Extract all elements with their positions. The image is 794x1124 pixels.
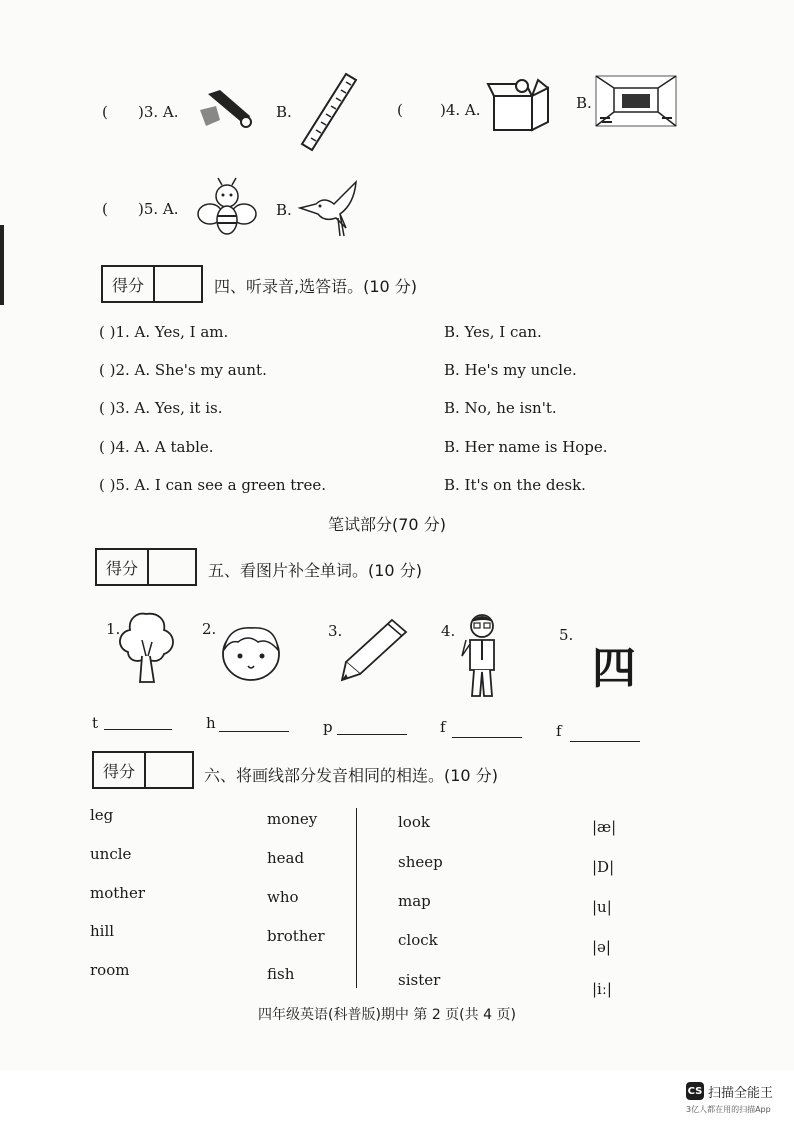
teacher-picture <box>460 610 502 698</box>
scanner-app-tagline: 3亿人都在用的扫描App <box>686 1105 771 1114</box>
score-label: 得分 <box>103 267 155 301</box>
q4-paren-open: ( <box>397 101 403 119</box>
col1-word-3[interactable]: mother <box>90 884 145 902</box>
s5-letter-1: t <box>92 714 99 732</box>
s4-q1-b: B. Yes, I can. <box>444 323 542 341</box>
section5-title: 五、看图片补全单词。(10 分) <box>208 561 422 580</box>
s5-letter-4: f <box>440 718 446 736</box>
col1-word-4[interactable]: hill <box>90 922 115 940</box>
score-blank[interactable] <box>146 753 192 787</box>
head-picture <box>218 620 284 682</box>
s5-blank-1[interactable] <box>104 729 172 730</box>
s5-blank-3[interactable] <box>337 734 407 735</box>
s4-q5-a: ( )5. A. I can see a green tree. <box>99 476 326 494</box>
col3-word-4[interactable]: clock <box>398 931 438 949</box>
s4-q3-b: B. No, he isn't. <box>444 399 557 417</box>
col3-word-2[interactable]: sheep <box>398 853 443 871</box>
scan-edge-mark <box>0 225 4 305</box>
q5-paren-open: ( <box>102 200 108 218</box>
s5-blank-4[interactable] <box>452 737 522 738</box>
col2-word-3[interactable]: who <box>267 888 299 906</box>
col4-sound-5[interactable]: |iː| <box>592 980 612 998</box>
s5-letter-2: h <box>206 714 216 732</box>
col1-word-5[interactable]: room <box>90 961 130 979</box>
score-blank[interactable] <box>155 267 201 301</box>
ruler-picture <box>300 72 360 152</box>
s5-blank-5[interactable] <box>570 741 640 742</box>
s5-letter-5: f <box>556 722 562 740</box>
four-character-picture: 四 <box>592 643 636 694</box>
section4-title: 四、听录音,选答语。(10 分) <box>214 277 418 296</box>
s4-q3-a: ( )3. A. Yes, it is. <box>99 399 223 417</box>
col4-sound-1[interactable]: |æ| <box>592 818 617 836</box>
section6-score-box <box>92 751 194 789</box>
q5-option-b: B. <box>276 201 292 219</box>
s4-q4-a: ( )4. A. A table. <box>99 438 214 456</box>
score-label: 得分 <box>97 550 149 584</box>
col3-word-5[interactable]: sister <box>398 971 441 989</box>
page-footer: 四年级英语(科普版)期中 第 2 页(共 4 页) <box>258 1007 516 1023</box>
score-blank[interactable] <box>149 550 195 584</box>
s5-num-2: 2. <box>202 620 217 638</box>
q4-option-b: B. <box>576 94 592 112</box>
classroom-picture <box>594 74 678 128</box>
section5-score-box <box>95 548 197 586</box>
s5-num-3: 3. <box>328 622 343 640</box>
s5-num-5: 5. <box>559 626 574 644</box>
col1-word-1[interactable]: leg <box>90 806 114 824</box>
s5-num-4: 4. <box>441 622 456 640</box>
col1-word-2[interactable]: uncle <box>90 845 132 863</box>
s5-blank-2[interactable] <box>219 731 289 732</box>
column-divider <box>356 808 357 988</box>
col2-word-4[interactable]: brother <box>267 927 325 945</box>
col3-word-3[interactable]: map <box>398 892 431 910</box>
col4-sound-3[interactable]: |u| <box>592 898 612 916</box>
q3-paren-open: ( <box>102 103 108 121</box>
scanner-logo-icon: CS <box>686 1082 704 1100</box>
s4-q2-a: ( )2. A. She's my aunt. <box>99 361 267 379</box>
scanner-app-name: 扫描全能王 <box>708 1086 774 1101</box>
section4-score-box <box>101 265 203 303</box>
tree-picture <box>114 610 178 686</box>
pencil-picture <box>340 618 410 682</box>
q5-label: )5. A. <box>138 200 179 218</box>
bird-picture <box>296 178 362 238</box>
q4-label: )4. A. <box>440 101 481 119</box>
written-part-title: 笔试部分(70 分) <box>328 515 446 534</box>
q3-label: )3. A. <box>138 103 179 121</box>
col4-sound-2[interactable]: |D| <box>592 858 615 876</box>
section6-title: 六、将画线部分发音相同的相连。(10 分) <box>204 766 498 785</box>
col3-word-1[interactable]: look <box>398 813 430 831</box>
col2-word-1[interactable]: money <box>267 810 318 828</box>
col4-sound-4[interactable]: |ə| <box>592 938 611 956</box>
col2-word-2[interactable]: head <box>267 849 305 867</box>
q3-option-b: B. <box>276 103 292 121</box>
s4-q2-b: B. He's my uncle. <box>444 361 577 379</box>
wrench-picture <box>198 86 258 136</box>
col2-word-5[interactable]: fish <box>267 965 295 983</box>
box-picture <box>488 74 554 132</box>
s4-q5-b: B. It's on the desk. <box>444 476 586 494</box>
s5-num-1: 1. <box>106 620 121 638</box>
bee-picture <box>196 176 258 238</box>
s5-letter-3: p <box>323 718 333 736</box>
s4-q4-b: B. Her name is Hope. <box>444 438 608 456</box>
score-label: 得分 <box>94 753 146 787</box>
s4-q1-a: ( )1. A. Yes, I am. <box>99 323 229 341</box>
